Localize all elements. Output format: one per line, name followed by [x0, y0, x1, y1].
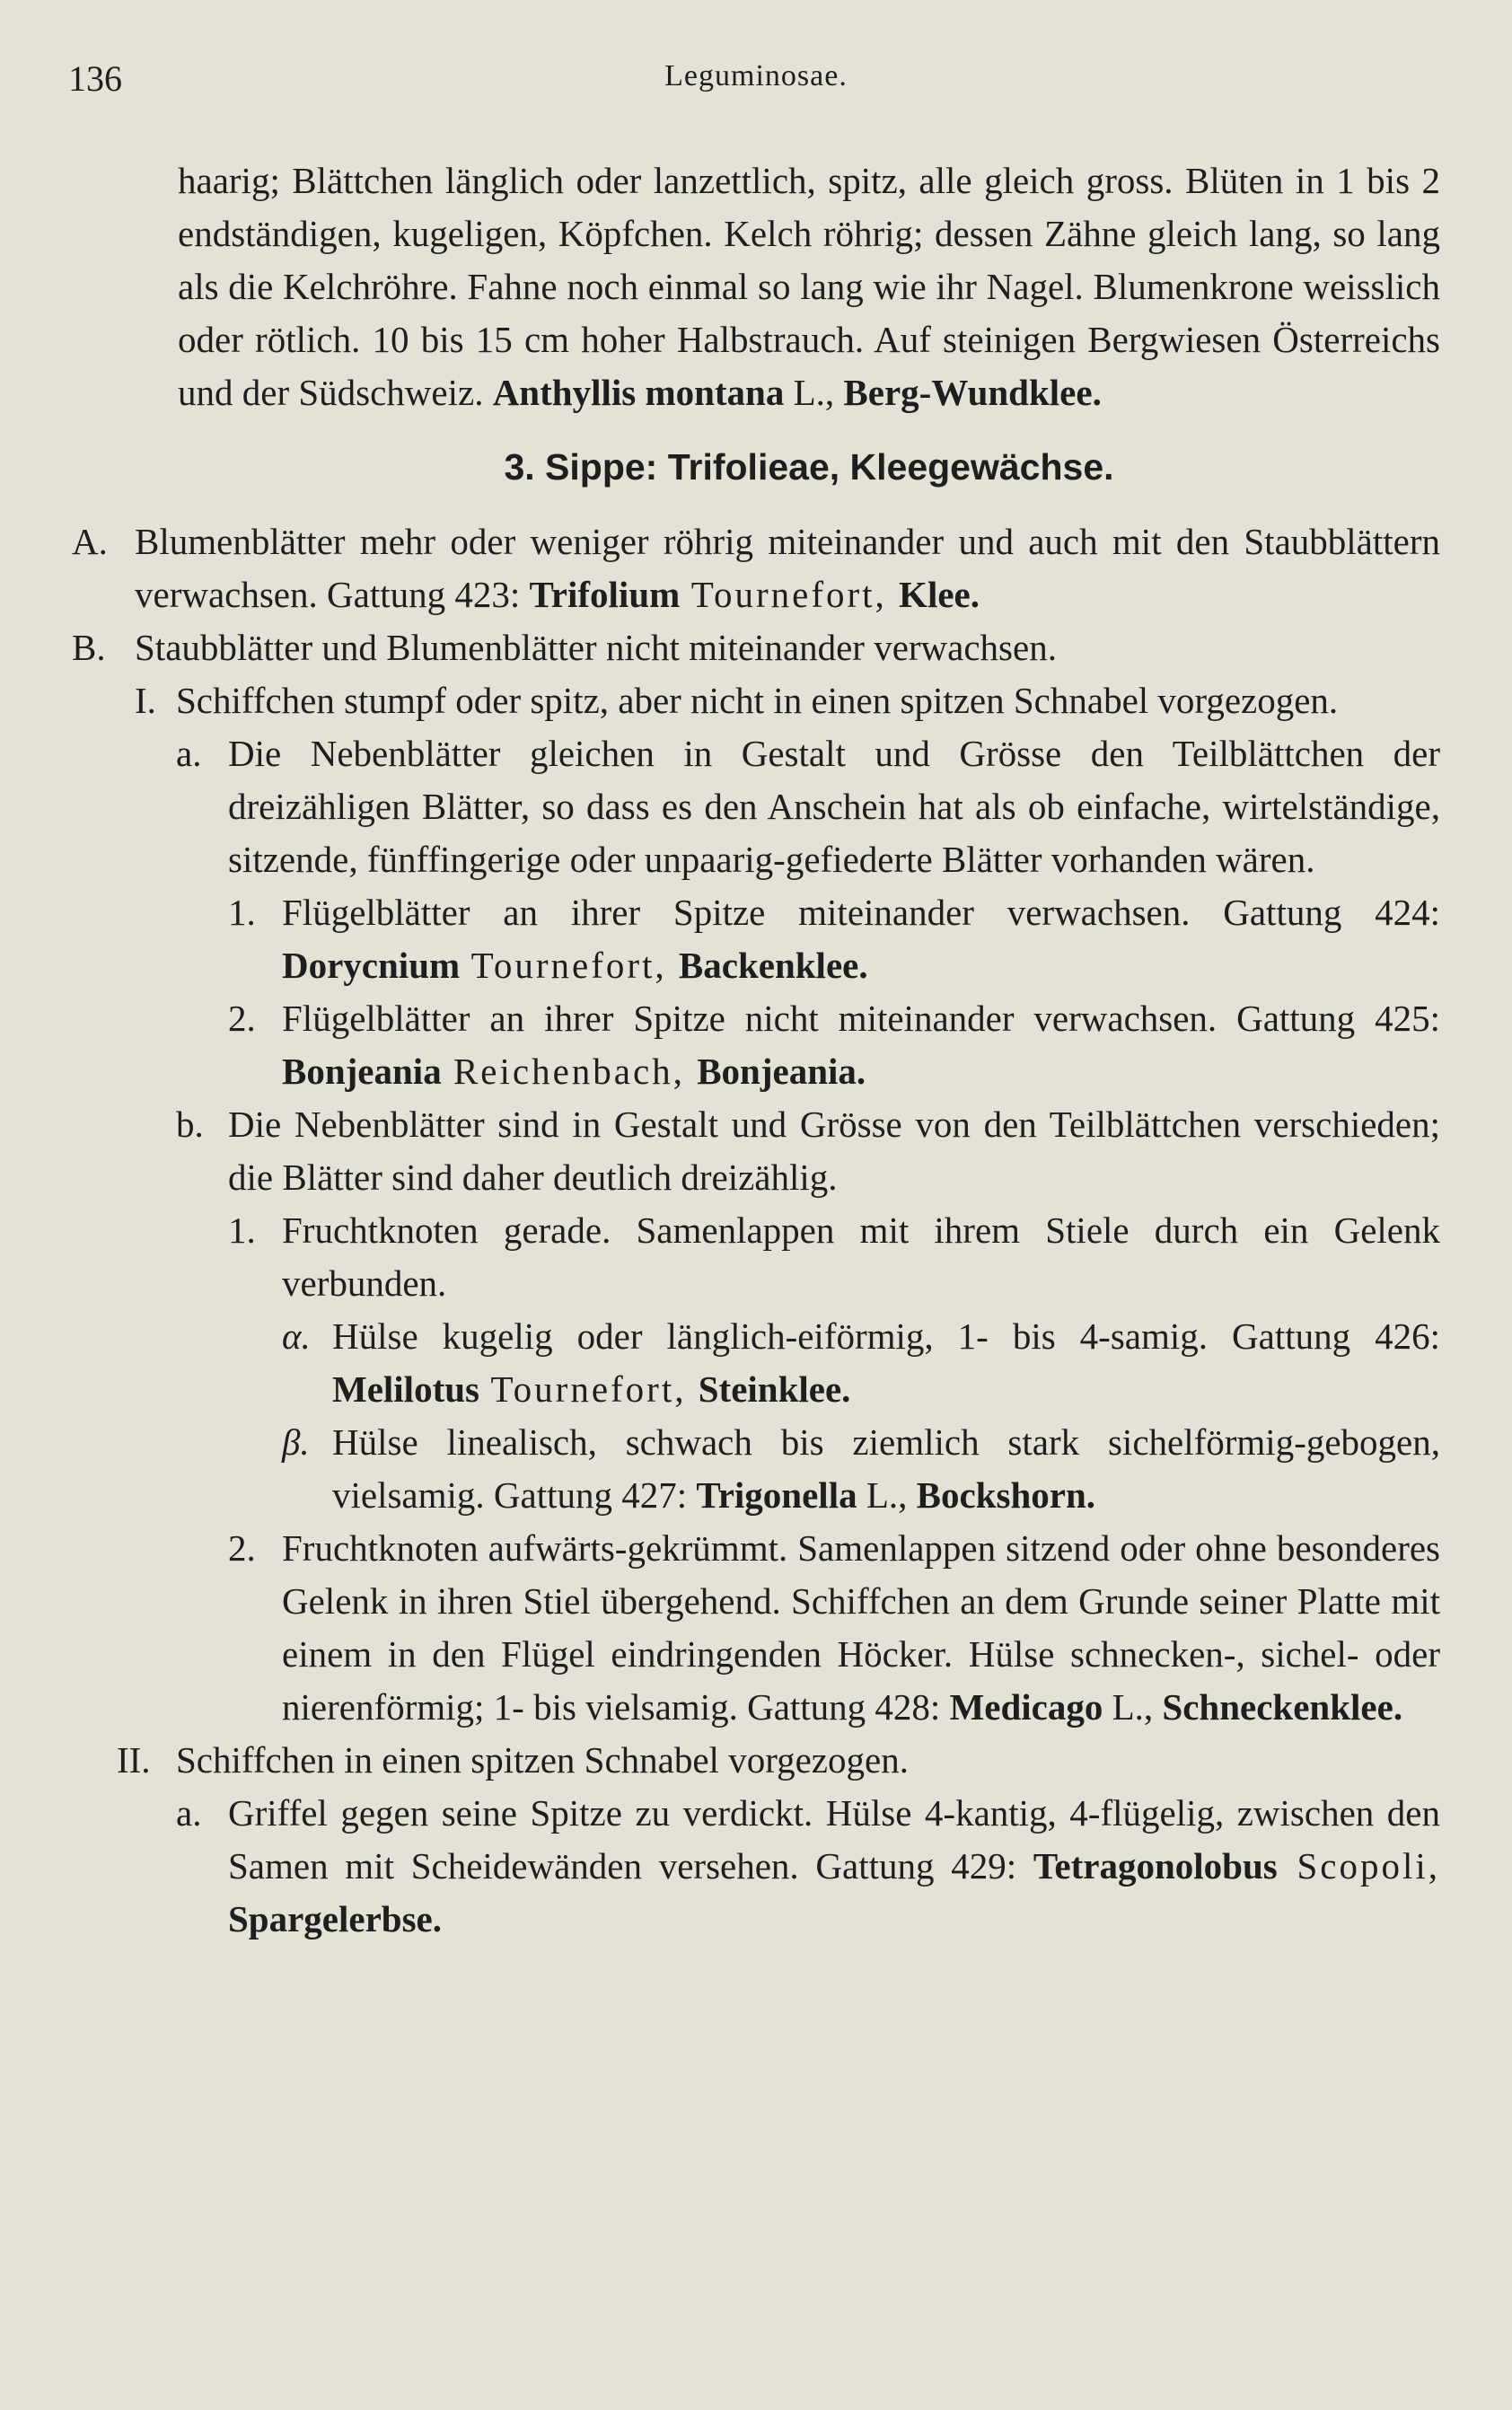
running-head: Leguminosae.	[664, 59, 848, 92]
page-header	[68, 57, 1444, 108]
item-text: Hülse kugelig oder länglich-eiförmig, 1- bis 4-samig. Gattung 426:	[332, 1315, 1440, 1357]
genus-name: Trifolium	[529, 574, 681, 615]
key-item-IIa	[176, 1787, 1440, 1946]
item-marker: α.	[282, 1315, 311, 1357]
item-marker: a.	[176, 733, 202, 774]
item-marker: a.	[176, 1792, 202, 1834]
item-text: Die Nebenblätter gleichen in Gestalt und Grösse den Teilblättchen der dreizähligen Blätter, so dass es den Anschein hat als ob einfache, wirtelständige, sitzende, fünffingerige oder unpaarig-gefiederte Blätter vorhanden wären.	[228, 733, 1440, 880]
item-text: Blumenblätter mehr oder weniger röhrig miteinander und auch mit den Staubblättern verwachsen. Gattung 423:	[135, 521, 1440, 615]
page-number: 136	[68, 58, 122, 99]
genus-common-name: Bonjeania.	[697, 1051, 866, 1092]
genus-name: Melilotus	[332, 1368, 479, 1410]
key-item-I	[135, 674, 1440, 727]
genus-author: Reichenbach,	[441, 1051, 698, 1092]
item-text: Staubblätter und Blumenblätter nicht miteinander verwachsen.	[135, 627, 1057, 668]
genus-name: Trigonella	[696, 1474, 857, 1516]
item-marker: β.	[282, 1421, 310, 1463]
genus-name: Bonjeania	[282, 1051, 442, 1092]
item-marker: 1.	[228, 1209, 256, 1251]
item-text: Schiffchen in einen spitzen Schnabel vorgezogen.	[176, 1739, 909, 1781]
genus-author: L.,	[1103, 1686, 1163, 1728]
genus-common-name: Klee.	[899, 574, 980, 615]
intro-text: haarig; Blättchen länglich oder lanzettlich, spitz, alle gleich gross. Blüten in 1 bis 2 endständigen, kugeligen, Köpfchen. Kelch röhrig; dessen Zähne gleich lang, so lang als die Kelchröhre. Fahne noch einmal so lang wie ihr Nagel. Blumenkrone weisslich oder rötlich. 10 bis 15 cm hoher Halbstrauch. Auf steinigen Bergwiesen Österreichs und der Südschweiz.	[178, 160, 1440, 413]
item-marker: b.	[176, 1104, 204, 1145]
genus-common-name: Bockshorn.	[916, 1474, 1095, 1516]
item-text: Fruchtknoten aufwärts-gekrümmt. Samenlappen sitzend oder ohne besonderes Gelenk in ihren Stiel übergehend. Schiffchen an dem Grunde seiner Platte mit einem in den Flügel eindringenden Höcker. Hülse schnecken-, sichel- oder nierenförmig; 1- bis vielsamig. Gattung 428:	[282, 1527, 1440, 1728]
key-item-Ia2	[228, 992, 1440, 1098]
intro-paragraph	[178, 154, 1440, 419]
species-common-name: Berg-Wundklee.	[843, 372, 1102, 413]
genus-name: Tetragonolobus	[1033, 1845, 1278, 1887]
key-item-Ib1-alpha	[282, 1310, 1440, 1416]
page-body	[72, 154, 1440, 1946]
genus-common-name: Backenklee.	[678, 945, 868, 986]
key-item-Ia	[176, 727, 1440, 886]
key-item-Ib2	[228, 1522, 1440, 1734]
key-item-Ia1	[228, 886, 1440, 992]
genus-author: Tournefort,	[460, 945, 679, 986]
genus-author: Scopoli,	[1277, 1845, 1440, 1887]
item-text: Flügelblätter an ihrer Spitze nicht miteinander verwachsen. Gattung 425:	[282, 998, 1440, 1039]
key-item-B	[72, 621, 1440, 674]
item-marker: 2.	[228, 1527, 256, 1569]
genus-common-name: Schneckenklee.	[1162, 1686, 1403, 1728]
item-marker: II.	[117, 1739, 151, 1781]
key-item-Ib1	[228, 1204, 1440, 1310]
item-text: Schiffchen stumpf oder spitz, aber nicht in einen spitzen Schnabel vorgezogen.	[176, 680, 1339, 721]
item-text: Die Nebenblätter sind in Gestalt und Grösse von den Teilblättchen verschieden; die Blätter sind daher deutlich dreizählig.	[228, 1104, 1440, 1198]
item-marker: B.	[72, 627, 106, 668]
item-text: Griffel gegen seine Spitze zu verdickt. Hülse 4-kantig, 4-flügelig, zwischen den Samen mit Scheidewänden versehen. Gattung 429:	[228, 1792, 1440, 1887]
item-text: Fruchtknoten gerade. Samenlappen mit ihrem Stiele durch ein Gelenk verbunden.	[282, 1209, 1440, 1304]
species-name: Anthyllis montana	[492, 372, 785, 413]
genus-common-name: Steinklee.	[698, 1368, 851, 1410]
genus-author: Tournefort,	[680, 574, 900, 615]
key-item-A	[72, 515, 1440, 621]
key-item-II	[117, 1734, 1440, 1787]
genus-common-name: Spargelerbse.	[228, 1898, 442, 1939]
section-heading: 3. Sippe: Trifolieae, Kleegewächse.	[504, 446, 1114, 488]
genus-name: Medicago	[949, 1686, 1103, 1728]
item-text: Hülse linealisch, schwach bis ziemlich stark sichelförmig-gebogen, vielsamig. Gattung 427:	[332, 1421, 1440, 1516]
genus-author: Tournefort,	[479, 1368, 699, 1410]
key-item-Ib1-beta	[282, 1416, 1440, 1522]
genus-author: L.,	[857, 1474, 917, 1516]
key-item-Ib	[176, 1098, 1440, 1204]
genus-name: Dorycnium	[282, 945, 461, 986]
item-marker: A.	[72, 521, 108, 562]
item-marker: 2.	[228, 998, 256, 1039]
species-author: L.,	[784, 372, 844, 413]
item-marker: I.	[135, 680, 156, 721]
item-marker: 1.	[228, 892, 256, 933]
item-text: Flügelblätter an ihrer Spitze miteinander verwachsen. Gattung 424:	[282, 892, 1440, 933]
